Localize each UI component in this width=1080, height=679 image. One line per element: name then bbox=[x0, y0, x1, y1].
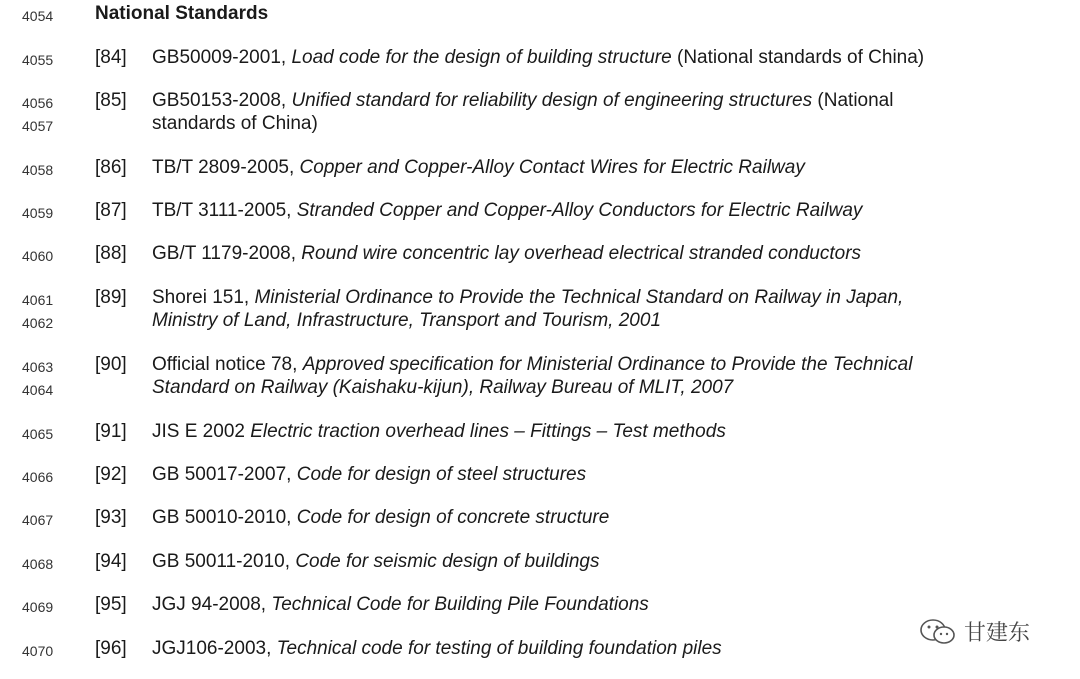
reference-title: Unified standard for reliability design of engineering structures bbox=[291, 90, 813, 111]
reference-text bbox=[152, 594, 649, 616]
reference-title: Code for design of concrete structure bbox=[296, 507, 610, 528]
reference-number: [96] bbox=[95, 638, 127, 659]
reference-text bbox=[152, 90, 893, 112]
reference-text bbox=[152, 377, 733, 399]
reference-title: Technical code for testing of building foundation piles bbox=[276, 638, 722, 659]
line-number: 4054 bbox=[22, 8, 54, 24]
reference-text bbox=[152, 113, 318, 135]
reference-number: [93] bbox=[95, 507, 127, 528]
reference-number: [84] bbox=[95, 47, 127, 68]
reference-text bbox=[152, 354, 912, 376]
reference-title: Standard on Railway (Kaishaku-kijun), Railway Bureau of MLIT, 2007 bbox=[152, 377, 734, 398]
reference-code: Shorei 151, bbox=[152, 287, 255, 308]
reference-number: [91] bbox=[95, 421, 127, 442]
reference-code: TB/T 3111-2005, bbox=[152, 200, 297, 221]
line-number: 4069 bbox=[22, 599, 54, 615]
reference-title: Round wire concentric lay overhead electrical stranded conductors bbox=[301, 243, 862, 264]
reference-number: [88] bbox=[95, 243, 127, 264]
line-number: 4064 bbox=[22, 382, 54, 398]
reference-title: Code for design of steel structures bbox=[296, 464, 587, 485]
watermark bbox=[918, 616, 1030, 647]
reference-number: [90] bbox=[95, 354, 127, 375]
reference-title: Technical Code for Building Pile Foundations bbox=[271, 594, 649, 615]
reference-number: [92] bbox=[95, 464, 127, 485]
reference-text bbox=[152, 551, 599, 573]
reference-code: JGJ106-2003, bbox=[152, 638, 277, 659]
line-number: 4070 bbox=[22, 643, 54, 659]
line-number: 4061 bbox=[22, 292, 54, 308]
reference-code: GB50153-2008, bbox=[152, 90, 292, 111]
reference-text bbox=[152, 421, 726, 443]
reference-title: Electric traction overhead lines – Fittings – Test methods bbox=[250, 421, 726, 442]
reference-title: Load code for the design of building structure bbox=[291, 47, 672, 68]
reference-number: [89] bbox=[95, 287, 127, 308]
watermark-text: 甘建东 bbox=[964, 621, 1031, 646]
reference-code: GB/T 1179-2008, bbox=[152, 243, 302, 264]
reference-code: GB 50011-2010, bbox=[152, 551, 296, 572]
reference-title: Approved specification for Ministerial Ordinance to Provide the Technical bbox=[302, 354, 913, 375]
reference-text bbox=[152, 47, 924, 69]
reference-text bbox=[152, 157, 805, 179]
reference-number: [95] bbox=[95, 594, 127, 615]
reference-number: [87] bbox=[95, 200, 127, 221]
reference-text bbox=[152, 638, 722, 660]
reference-code: (National standards of China) bbox=[671, 47, 925, 68]
line-number: 4057 bbox=[22, 118, 54, 134]
reference-text bbox=[152, 200, 862, 222]
line-number: 4055 bbox=[22, 52, 54, 68]
reference-title: Code for seismic design of buildings bbox=[295, 551, 600, 572]
reference-code: GB50009-2001, bbox=[152, 47, 292, 68]
reference-code: standards of China) bbox=[152, 113, 318, 134]
reference-code: (National bbox=[812, 90, 894, 111]
line-number: 4067 bbox=[22, 512, 54, 528]
section-heading: National Standards bbox=[95, 3, 269, 24]
reference-text bbox=[152, 310, 661, 332]
wechat-icon bbox=[918, 617, 958, 647]
reference-text bbox=[152, 507, 609, 529]
reference-code: JIS E 2002 bbox=[152, 421, 251, 442]
line-number: 4062 bbox=[22, 315, 54, 331]
reference-number: [86] bbox=[95, 157, 127, 178]
reference-code: TB/T 2809-2005, bbox=[152, 157, 300, 178]
line-number: 4058 bbox=[22, 162, 54, 178]
reference-title: Ministerial Ordinance to Provide the Technical Standard on Railway in Japan, bbox=[254, 287, 904, 308]
reference-title: Copper and Copper-Alloy Contact Wires for Electric Railway bbox=[299, 157, 805, 178]
reference-text bbox=[152, 464, 586, 486]
line-number: 4059 bbox=[22, 205, 54, 221]
reference-code: GB 50017-2007, bbox=[152, 464, 297, 485]
reference-text bbox=[152, 243, 861, 265]
line-number: 4068 bbox=[22, 556, 54, 572]
reference-text bbox=[152, 287, 903, 309]
line-number: 4056 bbox=[22, 95, 54, 111]
line-number: 4066 bbox=[22, 469, 54, 485]
reference-number: [85] bbox=[95, 90, 127, 111]
reference-code: GB 50010-2010, bbox=[152, 507, 297, 528]
reference-code: Official notice 78, bbox=[152, 354, 303, 375]
reference-title: Ministry of Land, Infrastructure, Transport and Tourism, 2001 bbox=[152, 310, 662, 331]
line-number: 4063 bbox=[22, 359, 54, 375]
line-number: 4060 bbox=[22, 248, 54, 264]
reference-title: Stranded Copper and Copper-Alloy Conductors for Electric Railway bbox=[296, 200, 863, 221]
reference-code: JGJ 94-2008, bbox=[152, 594, 272, 615]
line-number: 4065 bbox=[22, 426, 54, 442]
reference-number: [94] bbox=[95, 551, 127, 572]
